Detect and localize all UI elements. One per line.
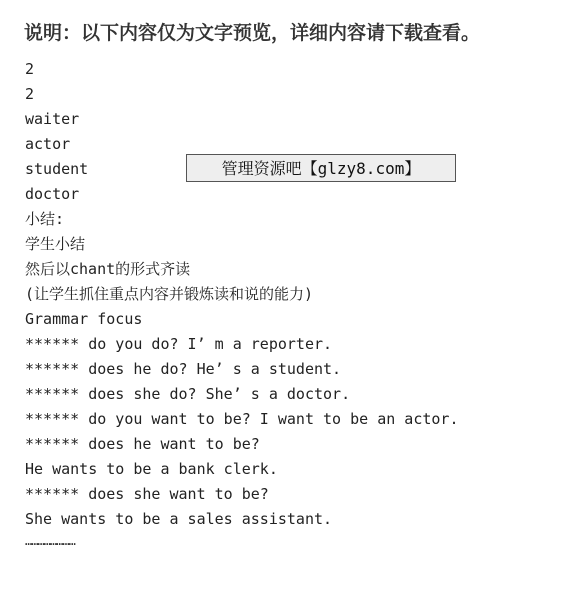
text-line: ****** does he want to be? — [25, 435, 260, 453]
ellipsis-dots: …………………… — [25, 534, 75, 548]
text-line: ****** does she do? She’ s a doctor. — [25, 385, 351, 403]
text-line: student — [25, 160, 89, 178]
text-line: 2 — [25, 85, 35, 103]
watermark-banner: 管理资源吧【glzy8.com】 — [186, 154, 456, 182]
text-line: 2 — [25, 60, 35, 78]
text-line: Grammar focus — [25, 310, 143, 328]
text-line: waiter — [25, 110, 80, 128]
text-line: actor — [25, 135, 71, 153]
text-line: (让学生抓住重点内容并锻炼读和说的能力) — [25, 285, 314, 303]
text-line: ****** do you do? I’ m a reporter. — [25, 335, 333, 353]
text-line: 学生小结 — [25, 235, 86, 253]
text-line: She wants to be a sales assistant. — [25, 510, 333, 528]
preview-notice: 说明：以下内容仅为文字预览，详细内容请下载查看。 — [24, 22, 481, 44]
text-line: ****** does she want to be? — [25, 485, 269, 503]
text-line: 小结: — [25, 210, 65, 228]
document-body — [25, 57, 458, 532]
text-line: 然后以chant的形式齐读 — [25, 260, 191, 278]
text-line: ****** does he do? He’ s a student. — [25, 360, 342, 378]
text-line: He wants to be a bank clerk. — [25, 460, 278, 478]
text-line: doctor — [25, 185, 80, 203]
text-line: ****** do you want to be? I want to be an actor. — [25, 410, 459, 428]
